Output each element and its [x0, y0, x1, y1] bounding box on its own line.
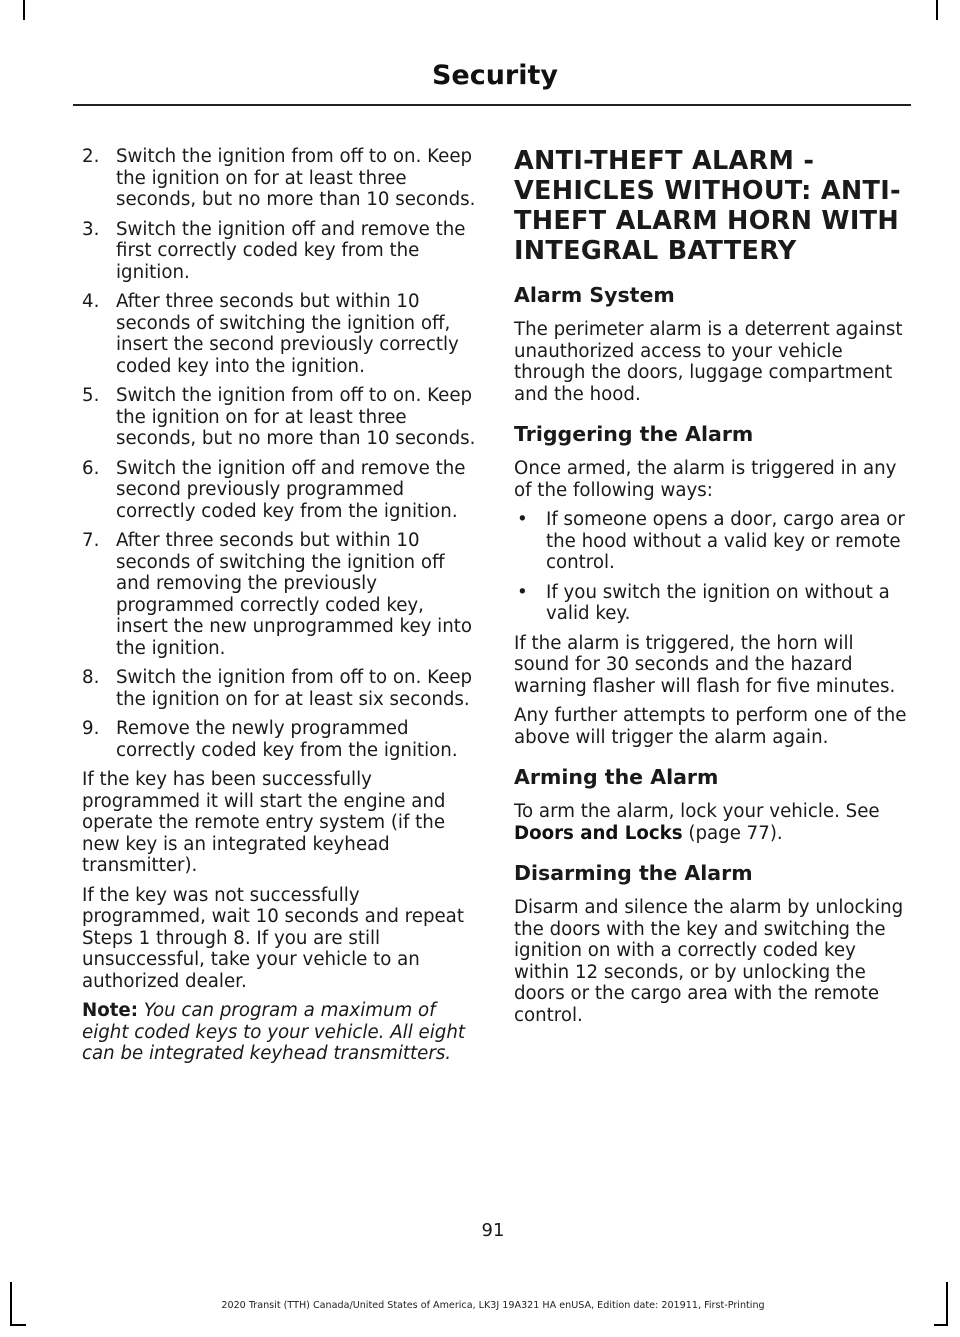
page-number: 91 [481, 1220, 505, 1241]
step-item [82, 219, 477, 284]
step-text: Switch the ignition off and remove the second previously programmed correctly coded key from the ignition. [116, 457, 466, 522]
right-column [514, 146, 909, 1034]
step-item [82, 458, 477, 523]
list-item [514, 582, 909, 625]
step-item [82, 146, 477, 211]
step-number: 2. [82, 146, 100, 167]
edition-footer: 2020 Transit (TTH) Canada/United States of America, LK3J 19A321 HA enUSA, Edition date: 201911, First-Printing [221, 1300, 765, 1311]
failure-paragraph: If the key was not successfully programmed, wait 10 seconds and repeat Steps 1 through 8. If you are still unsuccessful, take your vehicle to an authorized dealer. [82, 884, 464, 992]
step-item [82, 530, 477, 659]
crop-mark [936, 0, 938, 20]
header-rule [73, 104, 911, 106]
step-number: 8. [82, 667, 100, 688]
bullet-icon: • [517, 581, 528, 603]
list-item [514, 509, 909, 574]
step-number: 6. [82, 457, 100, 479]
triggering-intro: Once armed, the alarm is triggered in any of the following ways: [514, 458, 897, 501]
arming-text-body: To arm the alarm, lock your vehicle. See [514, 801, 880, 822]
step-text: After three seconds but within 10 seconds of switching the ignition off and removing the previously programmed correctly coded key, insert the new unprogrammed key into the ignition. [116, 530, 473, 659]
crop-mark [23, 0, 25, 20]
triggering-paragraph-2: Any further attempts to perform one of the above will trigger the alarm again. [514, 705, 907, 748]
step-text: Switch the ignition from off to on. Keep the ignition on for at least six seconds. [116, 667, 473, 710]
left-column [82, 146, 477, 1073]
triggering-paragraph-1: If the alarm is triggered, the horn will sound for 30 seconds and the hazard warning flasher will flash for five minutes. [514, 632, 896, 697]
page-reference: (page 77). [688, 822, 783, 844]
note-paragraph [82, 1000, 477, 1065]
crop-mark [10, 1324, 26, 1326]
disarming-heading: Disarming the Alarm [514, 861, 753, 885]
page-title: Security [431, 60, 558, 91]
alarm-system-text: The perimeter alarm is a deterrent against unauthorized access to your vehicle through the doors, luggage compartment and the hood. [514, 319, 903, 405]
note-text: You can program a maximum of eight coded keys to your vehicle. All eight can be integrated keyhead transmitters. [82, 1000, 465, 1064]
step-text: Switch the ignition off and remove the first correctly coded key from the ignition. [116, 218, 466, 283]
step-number: 3. [82, 218, 100, 240]
alarm-system-heading: Alarm System [514, 283, 675, 307]
step-text: After three seconds but within 10 seconds of switching the ignition off, insert the second previously correctly coded key into the ignition. [116, 291, 459, 377]
arming-heading: Arming the Alarm [514, 765, 719, 789]
step-number: 4. [82, 291, 100, 312]
disarming-text: Disarm and silence the alarm by unlocking the doors with the key and switching the ignition on with a correctly coded key within 12 seconds, or by unlocking the doors or the cargo area with the remote control. [514, 897, 904, 1026]
step-item [82, 667, 477, 710]
step-number: 7. [82, 530, 100, 551]
triggering-heading: Triggering the Alarm [514, 422, 754, 446]
step-text: Remove the newly programmed correctly coded key from the ignition. [116, 718, 458, 761]
step-item [82, 718, 477, 761]
success-paragraph: If the key has been successfully programmed it will start the engine and operate the remote entry system (if the new key is an integrated keyhead transmitter). [82, 769, 446, 876]
bullet-text: If you switch the ignition on without a valid key. [546, 581, 890, 624]
step-number: 5. [82, 385, 100, 406]
step-text: Switch the ignition from off to on. Keep the ignition on for at least three seconds, but no more than 10 seconds. [116, 146, 476, 210]
crop-mark [934, 1324, 948, 1326]
bullet-text: If someone opens a door, cargo area or the hood without a valid key or remote control. [546, 509, 905, 573]
arming-text [514, 801, 909, 844]
step-text: Switch the ignition from off to on. Keep the ignition on for at least three seconds, but no more than 10 seconds. [116, 385, 476, 449]
note-label: Note: [82, 1000, 139, 1021]
step-item [82, 385, 477, 450]
section-heading: ANTI-THEFT ALARM - VEHICLES WITHOUT: ANTI-THEFT ALARM HORN WITH INTEGRAL BATTERY [514, 146, 901, 266]
step-item [82, 291, 477, 377]
bullet-icon: • [517, 509, 528, 530]
doors-and-locks-link[interactable]: Doors and Locks [514, 822, 683, 844]
step-number: 9. [82, 718, 100, 739]
